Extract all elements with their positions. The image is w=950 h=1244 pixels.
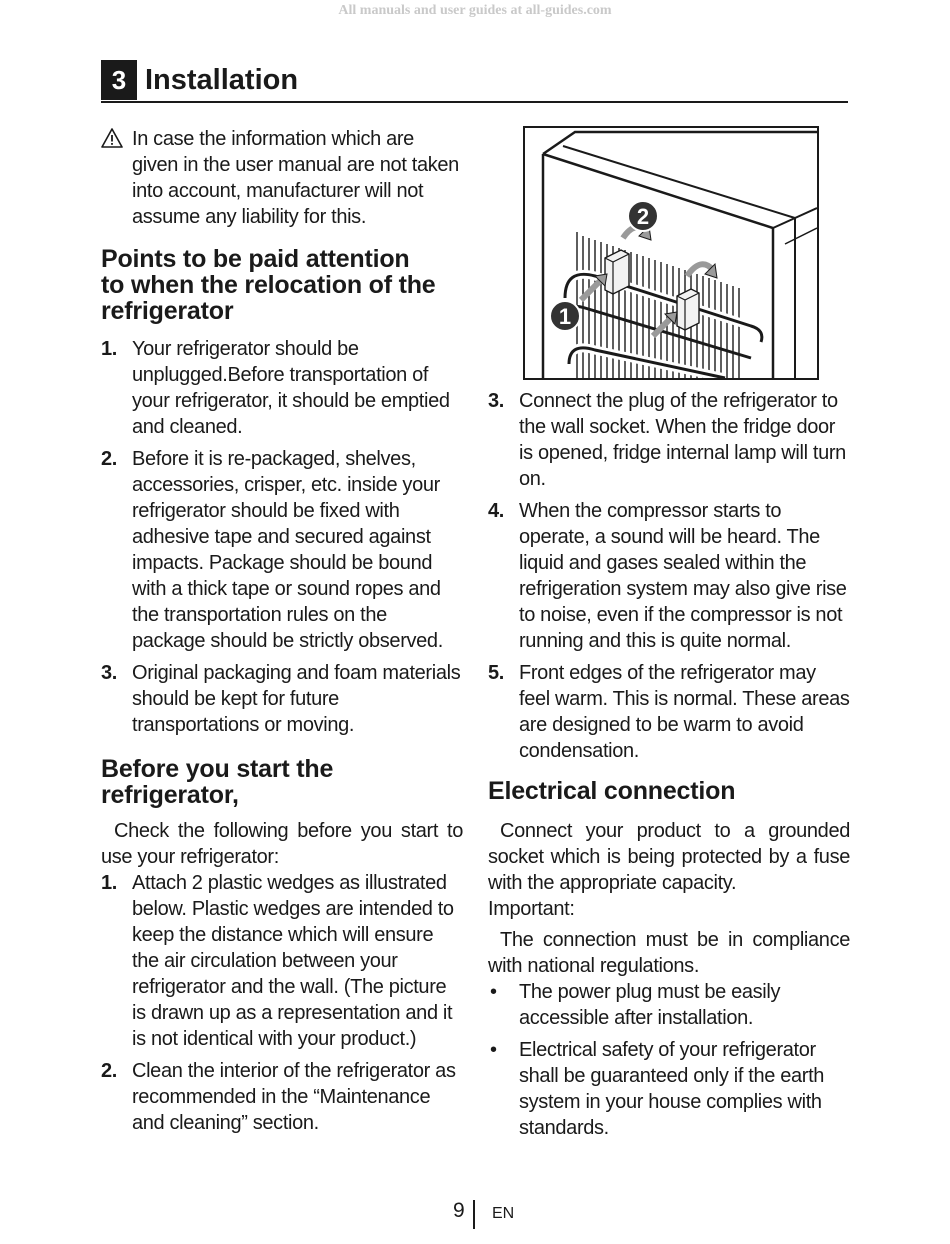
before-start-heading-line2: refrigerator,	[101, 781, 239, 809]
right-column	[488, 388, 850, 1147]
relocation-heading-line3: refrigerator	[101, 297, 234, 325]
before-start-heading-line1: Before you start the	[101, 755, 334, 783]
item-number: 5.	[488, 662, 504, 684]
before-start-intro: Check the following before you start to use your refrigerator:	[101, 820, 463, 868]
item-text: The power plug must be easily accessible after installation.	[519, 981, 781, 1029]
item-text: When the compressor starts to operate, a sound will be heard. The liquid and gases sealed within the refrigeration system may also give rise to noise, even if the compressor is not running and this is quite normal.	[519, 500, 847, 652]
electrical-important: Important:	[488, 898, 575, 920]
item-text: Your refrigerator should be unplugged.Before transportation of your refrigerator, it should be emptied and cleaned.	[132, 338, 450, 438]
wedge-right	[677, 289, 699, 330]
step-2-label: 2	[636, 204, 650, 229]
item-text: Original packaging and foam materials should be kept for future transportations or moving.	[132, 662, 461, 736]
warning-icon	[101, 128, 123, 148]
step-2-badge	[628, 201, 658, 231]
electrical-bullets	[488, 979, 850, 1141]
before-start-list-b	[488, 388, 850, 764]
section-title: Installation	[145, 64, 299, 96]
item-number: 2.	[101, 448, 117, 470]
relocation-heading	[101, 246, 463, 324]
relocation-heading-line1: Points to be paid attention	[101, 245, 410, 273]
list-item	[488, 1037, 850, 1141]
list-item	[101, 660, 463, 738]
page-number: 9	[453, 1199, 465, 1222]
item-number: 3.	[101, 662, 117, 684]
relocation-heading-line2: to when the relocation of the	[101, 271, 436, 299]
language-code: EN	[492, 1205, 515, 1222]
left-column	[101, 126, 463, 1142]
warning-text: In case the information which are given in the user manual are not taken into account, manufacturer will not assume any liability for this.	[132, 128, 459, 228]
list-item	[101, 870, 463, 1052]
item-text: Clean the interior of the refrigerator as recommended in the “Maintenance and cleaning” section.	[132, 1060, 456, 1134]
list-item	[101, 336, 463, 440]
section-header	[101, 60, 848, 103]
item-number: 4.	[488, 500, 504, 522]
wedge-left	[605, 250, 629, 294]
bullet-mark: •	[490, 981, 497, 1003]
item-number: 1.	[101, 872, 117, 894]
footer-divider	[473, 1200, 475, 1229]
item-text: Before it is re-packaged, shelves, accessories, crisper, etc. inside your refrigerator should be fixed with adhesive tape and secured against impacts. Package should be bound with a thick tape or sound ropes and the transportation rules on the package should be strictly observed.	[132, 448, 443, 652]
section-number: 3	[101, 60, 137, 100]
relocation-list	[101, 336, 463, 738]
list-item	[488, 979, 850, 1031]
warning-note	[101, 126, 463, 230]
list-item	[101, 1058, 463, 1136]
electrical-para2: The connection must be in compliance with national regulations.	[488, 929, 850, 977]
item-number: 3.	[488, 390, 504, 412]
list-item	[488, 498, 850, 654]
item-text: Electrical safety of your refrigerator shall be guaranteed only if the earth system in your house complies with standards.	[519, 1039, 825, 1139]
step-1-badge	[550, 301, 580, 331]
item-text: Connect the plug of the refrigerator to the wall socket. When the fridge door is opened, fridge internal lamp will turn on.	[519, 390, 846, 490]
item-number: 2.	[101, 1060, 117, 1082]
wedge-illustration	[523, 126, 819, 380]
fridge-back-drawing	[525, 128, 817, 378]
item-text: Attach 2 plastic wedges as illustrated below. Plastic wedges are intended to keep the distance which will ensure the air circulation between your refrigerator and the wall. (The picture is drawn up as a representation and it is not identical with your product.)	[132, 872, 454, 1050]
step-1-label: 1	[558, 304, 572, 329]
item-text: Front edges of the refrigerator may feel warm. This is normal. These areas are designed to be warm to avoid condensation.	[519, 662, 850, 762]
item-number: 1.	[101, 338, 117, 360]
before-start-list-a	[101, 870, 463, 1136]
before-start-heading	[101, 756, 463, 808]
bullet-mark: •	[490, 1039, 497, 1061]
electrical-heading: Electrical connection	[488, 777, 736, 805]
list-item	[488, 660, 850, 764]
list-item	[101, 446, 463, 654]
list-item	[488, 388, 850, 492]
watermark: All manuals and user guides at all-guides.com	[338, 3, 612, 18]
electrical-para1: Connect your product to a grounded socket which is being protected by a fuse with the appropriate capacity.	[488, 820, 850, 894]
